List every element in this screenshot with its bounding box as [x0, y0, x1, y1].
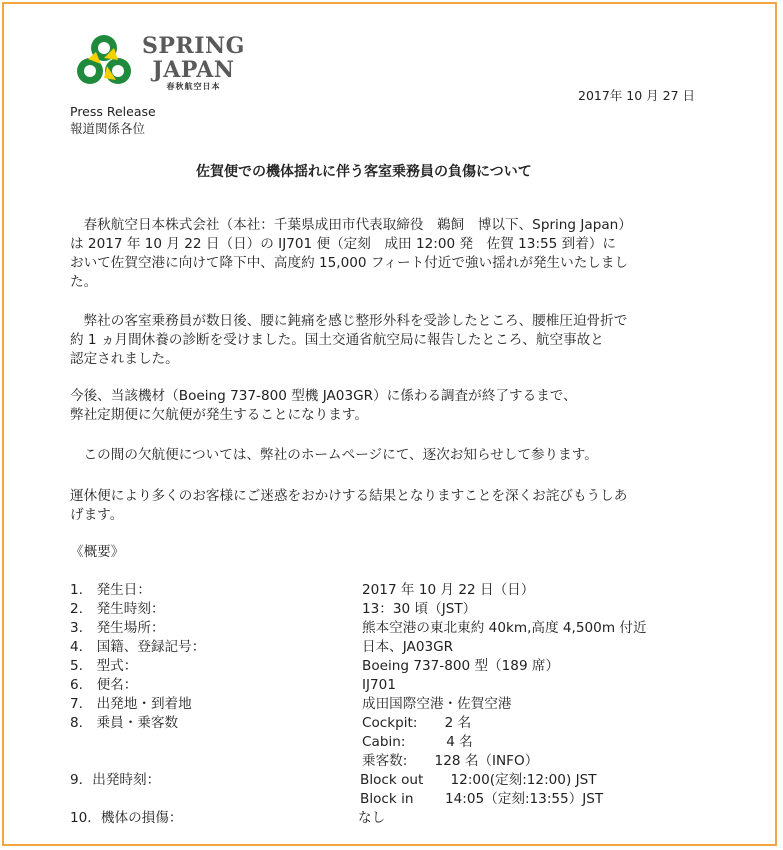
overview-value: 日本、JA03GR — [362, 639, 454, 655]
paragraph-1 — [70, 216, 710, 292]
paragraph-line: この間の欠航便については、弊社のホームページにて、逐次お知らせして参ります。 — [70, 447, 598, 463]
overview-value: Boeing 737-800 型（189 席） — [362, 658, 560, 674]
brand-name-2: JAPAN — [152, 57, 235, 83]
overview-value: 13：30 頃（JST） — [362, 601, 477, 617]
paragraph-line: おいて佐賀空港に向けて降下中、高度約 15,000 フィート付近で強い揺れが発生いたしまし — [70, 255, 629, 271]
overview-value: なし — [358, 810, 386, 826]
paragraph-line: 約 1 ヵ月間休養の診断を受けました。国土交通省航空局に報告したところ、航空事故と — [70, 332, 604, 348]
overview-label: 7. 出発地・到着地 — [70, 696, 192, 712]
paragraph-line: 運休便により多くのお客様にご迷惑をおかけする結果となりますことを深くお詫びもうしあ — [70, 488, 628, 504]
overview-value: 乗客数: 128 名（INFO） — [362, 753, 539, 769]
paragraph-line: 弊社の客室乗務員が数日後、腰に鈍痛を感じ整形外科を受診したところ、腰椎圧迫骨折で — [70, 313, 628, 329]
overview-label: 6. 便名： — [70, 677, 138, 693]
brand-wordmark — [142, 34, 245, 92]
paragraph-2 — [70, 312, 710, 369]
press-release-label: Press Release — [70, 104, 156, 119]
overview-label: 1. 発生日： — [70, 582, 151, 598]
overview-label: 9．出発時刻： — [70, 772, 161, 788]
paragraph-line: 春秋航空日本株式会社（本社：千葉県成田市代表取締役 鵜飼 博以下、Spring Japan） — [70, 217, 632, 233]
paragraph-line: 認定されました。 — [70, 351, 179, 367]
overview-value: Cockpit: 2 名 — [362, 715, 472, 731]
recipients-label: 報道関係各位 — [70, 121, 146, 136]
paragraph-line: 弊社定期便に欠航便が発生することになります。 — [70, 407, 368, 423]
overview-value: 2017 年 10 月 22 日（日） — [362, 582, 535, 598]
brand-tagline: 春秋航空日本 — [166, 82, 221, 91]
overview-label: 8. 乗員・乗客数 — [70, 715, 179, 731]
overview-label: 5. 型式： — [70, 658, 138, 674]
paragraph-5 — [70, 487, 710, 525]
overview-value: 成田国際空港・佐賀空港 — [362, 696, 512, 712]
overview-value: Cabin: 4 名 — [362, 734, 473, 750]
paragraph-4 — [70, 446, 710, 465]
overview-value: 熊本空港の東北東約 40km,高度 4,500m 付近 — [362, 620, 647, 636]
paragraph-line: 今後、当該機材（Boeing 737-800 型機 JA03GR）に係わる調査が終了するまで、 — [70, 388, 577, 404]
paragraph-line: た。 — [70, 274, 98, 290]
paragraph-3 — [70, 387, 710, 425]
paragraph-line: げます。 — [70, 507, 124, 523]
overview-heading: 《概要》 — [70, 544, 125, 560]
overview-label: 2. 発生時刻： — [70, 601, 165, 617]
overview-value: Block in 14:05（定刻:13:55）JST — [360, 791, 604, 807]
overview-value: IJ701 — [362, 677, 396, 693]
overview-value: Block out 12:00(定刻:12:00) JST — [360, 772, 597, 788]
overview-label: 3. 発生場所： — [70, 620, 165, 636]
overview-label: 10．機体の損傷： — [70, 810, 183, 826]
brand-name: SPRING — [142, 33, 245, 59]
paragraph-line: は 2017 年 10 月 22 日（日）の IJ701 便（定刻 成田 12:00 発 佐賀 13:55 到着）に — [70, 236, 617, 252]
page-title: 佐賀便での機体揺れに伴う客室乗務員の負傷について — [196, 164, 532, 180]
overview-label: 4. 国籍、登録記号： — [70, 639, 206, 655]
release-date: 2017年 10 月 27 日 — [578, 88, 696, 103]
